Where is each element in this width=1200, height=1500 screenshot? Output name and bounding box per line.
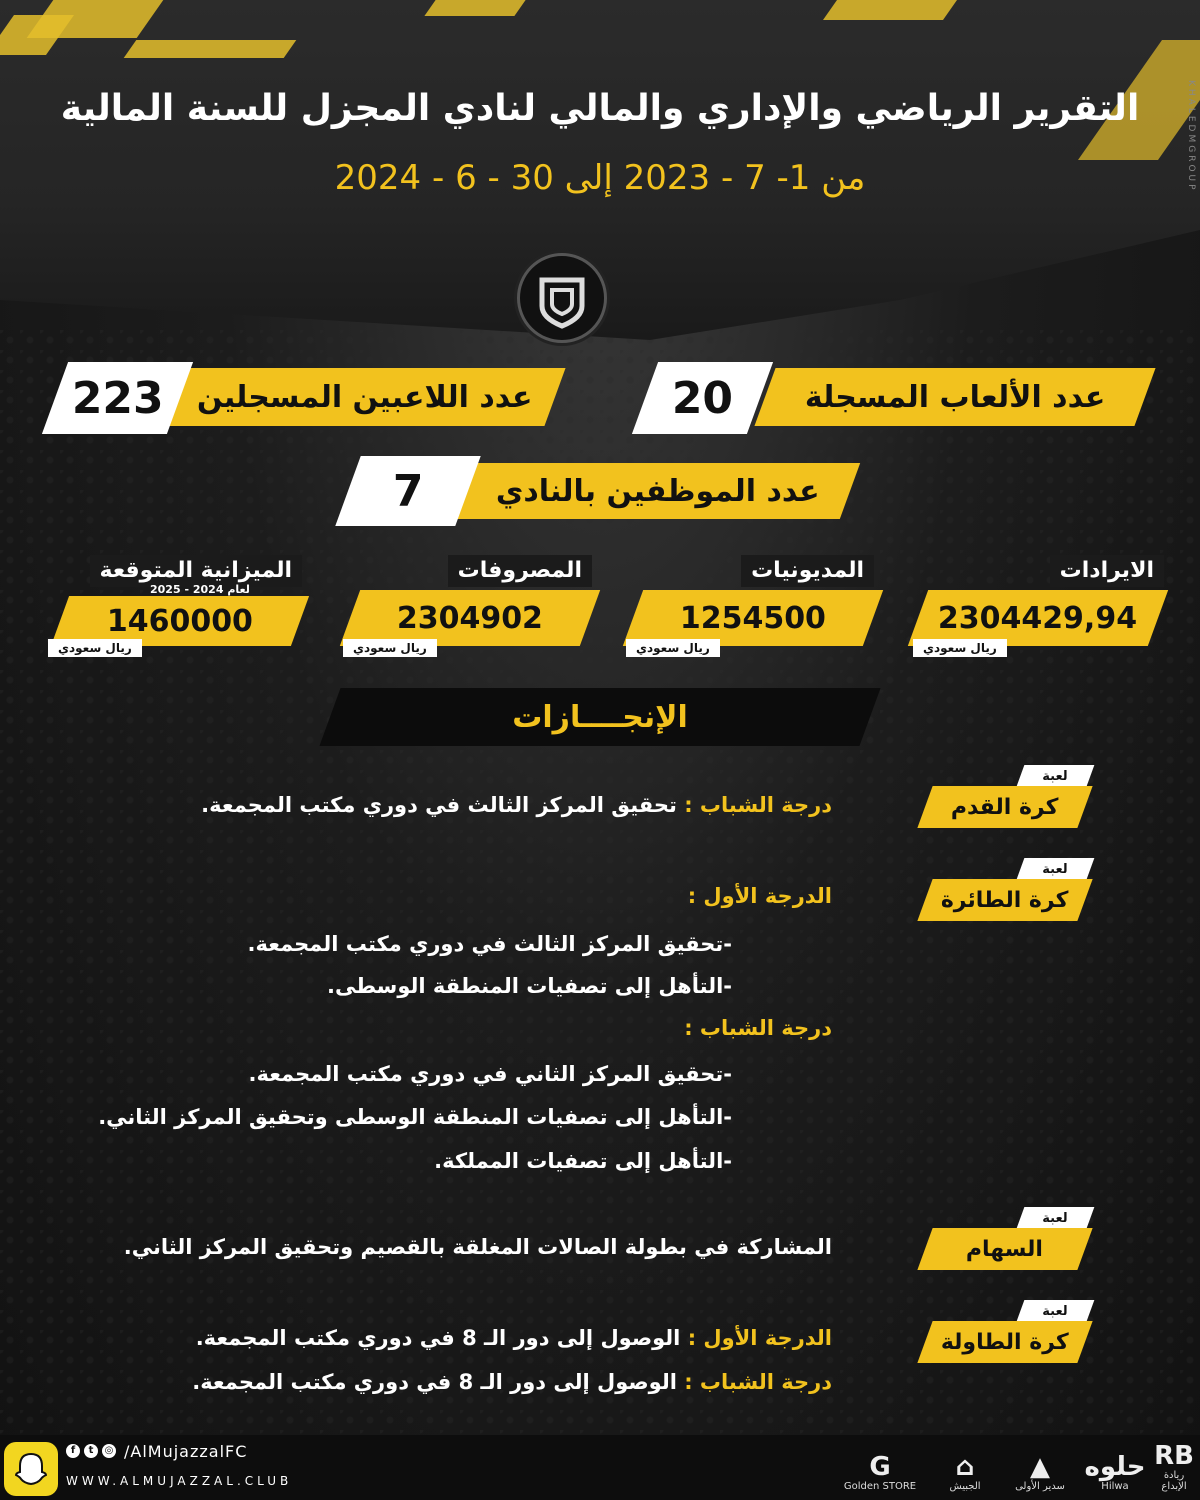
achievement-line: درجة الشباب : الوصول إلى دور الـ 8 في دوري مكتب المجمعة. (192, 1370, 832, 1394)
decor-stripe (424, 0, 525, 16)
revenue-value: 2304429,94 (908, 590, 1168, 646)
sponsor-logo: RB ريادة الإبداع (1154, 1441, 1194, 1492)
players-count-value: 223 (42, 362, 193, 434)
achievements-title: الإنجــــازات (512, 699, 688, 735)
sponsor-logo: ⌂ الجبيش (949, 1452, 981, 1492)
sponsor-logo: حلوه Hilwa (1084, 1452, 1146, 1492)
budget-label: الميزانية المتوقعة (90, 555, 303, 587)
achievement-line: الدرجة الأول : (687, 884, 832, 908)
vertical-brand: KHALEDMGROUP (1186, 80, 1196, 193)
expenses-value: 2304902 (340, 590, 600, 646)
debts-unit: ريال سعودي (626, 639, 720, 657)
achievement-line: -التأهل إلى تصفيات المنطقة الوسطى وتحقيق المركز الثاني. (98, 1105, 732, 1129)
facebook-icon[interactable]: f (66, 1444, 80, 1458)
sport-tag: لعبة (1016, 858, 1095, 882)
expenses-unit: ريال سعودي (343, 639, 437, 657)
sport-archery: السهام (917, 1228, 1092, 1270)
social-icons (66, 1444, 116, 1458)
budget-unit: ريال سعودي (48, 639, 142, 657)
players-count-label: عدد اللاعبين المسجلين (164, 368, 565, 426)
shield-icon (520, 256, 604, 340)
sport-volleyball: كرة الطائرة (917, 879, 1092, 921)
page-title: التقرير الرياضي والإداري والمالي لنادي المجزل للسنة المالية (60, 88, 1140, 129)
achievement-line: -التأهل إلى تصفيات المنطقة الوسطى. (326, 974, 732, 998)
achievement-line: -تحقيق المركز الثالث في دوري مكتب المجمعة. (247, 932, 732, 956)
staff-count-value: 7 (335, 456, 480, 526)
revenue-unit: ريال سعودي (913, 639, 1007, 657)
snapchat-icon[interactable] (4, 1442, 58, 1496)
page-subtitle: من 1- 7 - 2023 إلى 30 - 6 - 2024 (334, 158, 866, 198)
achievement-line: -تحقيق المركز الثاني في دوري مكتب المجمعة. (248, 1062, 732, 1086)
debts-label: المديونيات (741, 555, 874, 587)
club-logo (517, 253, 607, 343)
achievement-line: درجة الشباب : تحقيق المركز الثالث في دوري مكتب المجمعة. (201, 793, 832, 817)
social-handle[interactable]: /AlMujazzalFC (124, 1442, 248, 1461)
achievement-line: المشاركة في بطولة الصالات المغلقة بالقصيم وتحقيق المركز الثاني. (123, 1235, 832, 1259)
achievement-line: الدرجة الأول : الوصول إلى دور الـ 8 في دوري مكتب المجمعة. (195, 1326, 832, 1350)
sport-tag: لعبة (1016, 1207, 1095, 1231)
sponsor-logo: ▲ سدير الأولى (1015, 1452, 1065, 1492)
budget-note: لعام 2024 - 2025 (150, 583, 250, 596)
sport-tag: لعبة (1016, 765, 1095, 789)
sport-tag: لعبة (1016, 1300, 1095, 1324)
sponsor-logo: G Golden STORE (843, 1452, 917, 1492)
website-link[interactable]: WWW.ALMUJAZZAL.CLUB (66, 1474, 293, 1488)
sport-football: كرة القدم (917, 786, 1092, 828)
instagram-icon[interactable]: ◎ (102, 1444, 116, 1458)
achievement-line: -التأهل إلى تصفيات المملكة. (434, 1149, 732, 1173)
decor-stripe (823, 0, 957, 20)
expenses-label: المصروفات (448, 555, 592, 587)
games-count-label: عدد الألعاب المسجلة (754, 368, 1155, 426)
budget-value: 1460000 (51, 596, 309, 646)
debts-value: 1254500 (623, 590, 883, 646)
twitter-icon[interactable]: t (84, 1444, 98, 1458)
sport-table-tennis: كرة الطاولة (917, 1321, 1092, 1363)
games-count-value: 20 (632, 362, 773, 434)
decor-stripe (124, 40, 297, 58)
revenue-label: الايرادات (1050, 555, 1164, 587)
staff-count-label: عدد الموظفين بالنادي (455, 463, 860, 519)
achievement-line: درجة الشباب : (684, 1016, 832, 1040)
